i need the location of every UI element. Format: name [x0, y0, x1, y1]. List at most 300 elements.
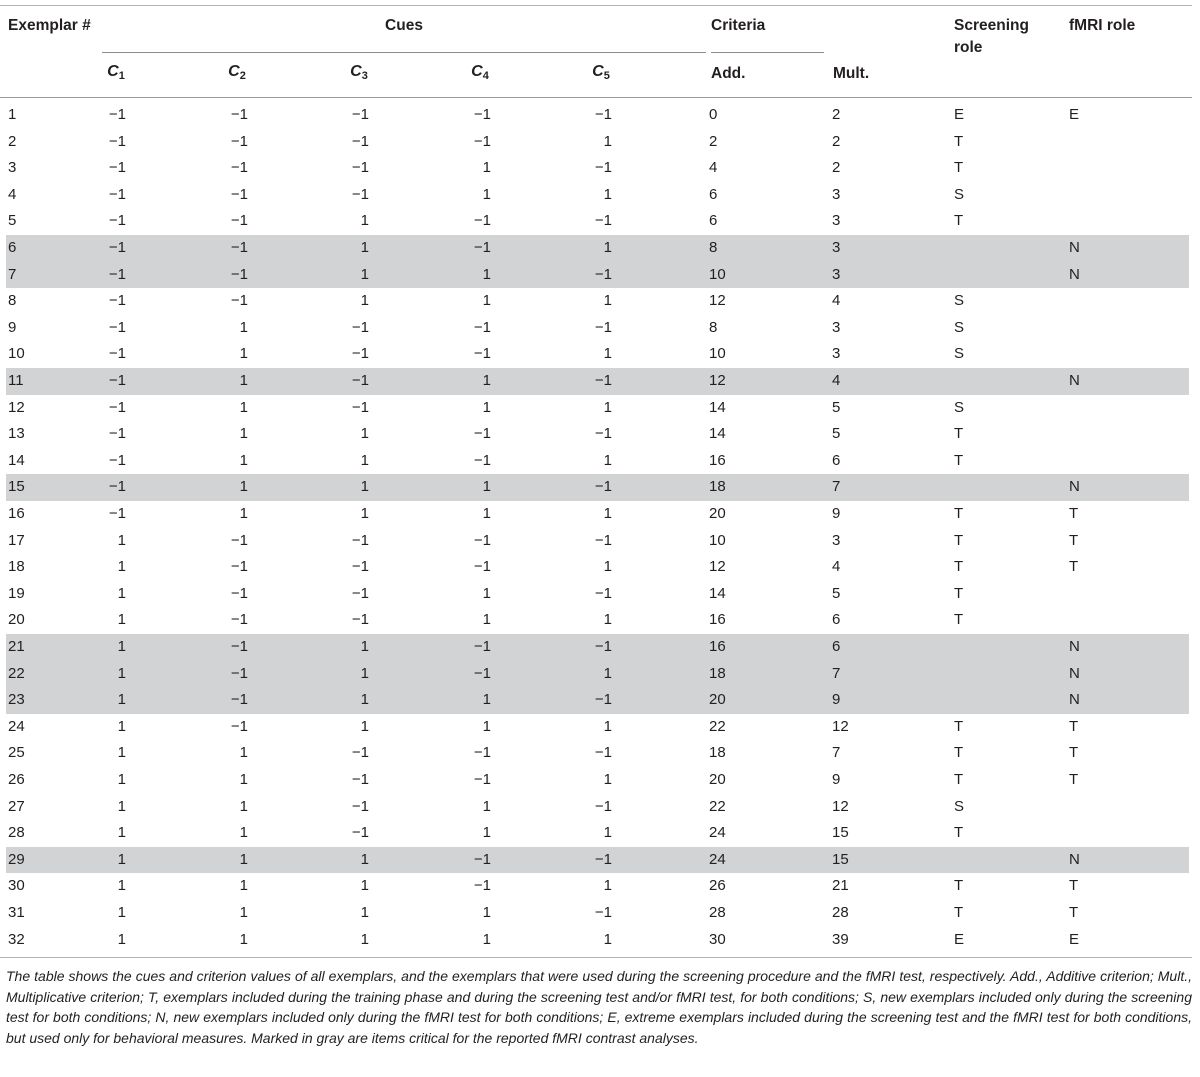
exemplar-number: 14	[8, 451, 25, 469]
header-criteria: Criteria	[711, 17, 766, 34]
cue-2-value: −1	[230, 185, 248, 203]
cue-3-value: 1	[360, 904, 369, 921]
cue-1-value: −1	[108, 505, 126, 522]
screening-role: T	[954, 159, 964, 177]
fmri-role: N	[1069, 478, 1080, 496]
cue-1-value: 1	[117, 797, 126, 815]
cue-5-value: −1	[594, 797, 612, 815]
screening-role: T	[954, 904, 964, 921]
cue-5-value: 1	[603, 611, 612, 629]
exemplar-number: 8	[8, 292, 17, 310]
screening-role: T	[954, 425, 964, 443]
cue-4-value: −1	[473, 531, 491, 549]
cue-4-value: −1	[473, 345, 491, 363]
screening-role: T	[954, 584, 964, 602]
header-screening-role	[954, 15, 1029, 59]
exemplar-number: 27	[8, 797, 25, 815]
header-mult: Mult.	[833, 65, 870, 82]
cue-4-value: 1	[482, 691, 491, 709]
additive-criterion: 26	[709, 877, 726, 895]
cue-1-value: −1	[108, 185, 126, 203]
cue-3-value: −1	[351, 372, 369, 389]
cue-1-value: 1	[117, 717, 126, 735]
additive-criterion: 16	[709, 611, 726, 629]
cue-1-value: 1	[117, 824, 126, 842]
additive-criterion: 14	[709, 584, 726, 602]
cue-3-value: 1	[360, 850, 369, 868]
exemplar-number: 30	[8, 877, 25, 895]
cue-2-value: 1	[239, 425, 248, 443]
cue-5-value: 1	[603, 398, 612, 416]
screening-role: S	[954, 398, 965, 416]
multiplicative-criterion: 4	[832, 372, 841, 389]
table-row	[6, 767, 1189, 794]
cue-1-value: 1	[117, 531, 126, 549]
cue-3-value: −1	[351, 185, 369, 203]
header-cues: Cues	[385, 17, 423, 34]
cue-5-value: 1	[603, 717, 612, 735]
cue-4-value: 1	[482, 930, 491, 948]
cue-2-value: 1	[239, 478, 248, 496]
cue-index: 4	[482, 70, 489, 82]
additive-criterion: 0	[709, 106, 718, 123]
multiplicative-criterion: 3	[832, 531, 841, 549]
cue-2-value: −1	[230, 531, 248, 549]
screening-role: T	[954, 451, 964, 469]
cue-2-value: −1	[230, 132, 248, 150]
screening-role: T	[954, 611, 964, 629]
cue-2-value: 1	[239, 850, 248, 868]
cue-index: 5	[603, 70, 610, 82]
cue-3-value: 1	[360, 292, 369, 310]
exemplar-number: 26	[8, 771, 25, 788]
table-row	[6, 740, 1189, 767]
table-row	[6, 341, 1189, 368]
cue-4-value: −1	[473, 318, 491, 336]
cue-4-value: 1	[482, 185, 491, 203]
cue-3-value: 1	[360, 664, 369, 682]
fmri-role: N	[1069, 691, 1080, 709]
cue-5-value: −1	[594, 904, 612, 921]
fmri-role: T	[1069, 744, 1079, 762]
additive-criterion: 2	[709, 132, 718, 150]
table-row-critical	[6, 474, 1189, 501]
screening-role: S	[954, 292, 965, 310]
screening-role: T	[954, 558, 964, 576]
cue-4-value: 1	[482, 797, 491, 815]
table-row	[6, 873, 1189, 900]
exemplar-number: 9	[8, 318, 17, 336]
multiplicative-criterion: 12	[832, 797, 849, 815]
additive-criterion: 28	[709, 904, 726, 921]
fmri-role: N	[1069, 265, 1080, 283]
cue-5-value: 1	[603, 132, 612, 150]
cue-letter: C	[228, 63, 240, 80]
cue-2-value: −1	[230, 664, 248, 682]
multiplicative-criterion: 6	[832, 451, 841, 469]
screening-role: T	[954, 212, 964, 230]
cue-5-value: −1	[594, 691, 612, 709]
cue-3-value: −1	[351, 318, 369, 336]
cue-3-value: 1	[360, 239, 369, 256]
cue-4-value: 1	[482, 372, 491, 389]
screening-role: T	[954, 132, 964, 150]
exemplar-number: 2	[8, 132, 17, 150]
multiplicative-criterion: 12	[832, 717, 849, 735]
cue-5-value: 1	[603, 185, 612, 203]
multiplicative-criterion: 28	[832, 904, 849, 921]
table-row	[6, 395, 1189, 422]
additive-criterion: 10	[709, 265, 726, 283]
cue-2-value: −1	[230, 717, 248, 735]
additive-criterion: 22	[709, 797, 726, 815]
exemplar-number: 24	[8, 717, 25, 735]
table-row-critical	[6, 634, 1189, 661]
cues-spanner-rule	[102, 52, 706, 53]
cue-5-value: −1	[594, 744, 612, 762]
additive-criterion: 4	[709, 159, 718, 177]
exemplar-number: 23	[8, 691, 25, 709]
exemplar-number: 16	[8, 505, 25, 522]
screening-role: T	[954, 771, 964, 788]
table-row	[6, 820, 1189, 847]
table-row-critical	[6, 661, 1189, 688]
additive-criterion: 30	[709, 930, 726, 948]
cue-3-value: −1	[351, 744, 369, 762]
table-row	[6, 421, 1189, 448]
exemplar-number: 13	[8, 425, 25, 443]
cue-1-value: −1	[108, 318, 126, 336]
cue-4-value: 1	[482, 159, 491, 177]
cue-3-value: −1	[351, 558, 369, 576]
cue-2-value: 1	[239, 771, 248, 788]
cue-index: 3	[361, 70, 368, 82]
cue-letter: C	[350, 63, 362, 80]
header-add: Add.	[711, 65, 746, 82]
cue-1-value: 1	[117, 877, 126, 895]
table-row-critical	[6, 262, 1189, 289]
exemplar-number: 3	[8, 159, 17, 177]
additive-criterion: 24	[709, 850, 726, 868]
cue-2-value: 1	[239, 930, 248, 948]
exemplar-number: 1	[8, 106, 17, 123]
table-row	[6, 208, 1189, 235]
cue-5-value: −1	[594, 318, 612, 336]
cue-4-value: 1	[482, 717, 491, 735]
cue-5-value: 1	[603, 239, 612, 256]
fmri-role: N	[1069, 664, 1080, 682]
additive-criterion: 24	[709, 824, 726, 842]
multiplicative-criterion: 3	[832, 345, 841, 363]
cue-1-value: 1	[117, 850, 126, 868]
additive-criterion: 10	[709, 345, 726, 363]
cue-4-value: −1	[473, 877, 491, 895]
exemplar-number: 17	[8, 531, 25, 549]
cue-5-value: −1	[594, 159, 612, 177]
exemplar-number: 28	[8, 824, 25, 842]
multiplicative-criterion: 3	[832, 318, 841, 336]
table-top-rule	[0, 5, 1192, 6]
cue-3-value: −1	[351, 345, 369, 363]
cue-3-value: −1	[351, 398, 369, 416]
cue-3-value: 1	[360, 930, 369, 948]
table-row	[6, 900, 1189, 927]
table-row-critical	[6, 687, 1189, 714]
cue-4-value: 1	[482, 611, 491, 629]
cue-5-value: −1	[594, 584, 612, 602]
fmri-role: T	[1069, 531, 1079, 549]
cue-3-value: 1	[360, 425, 369, 443]
screening-role: T	[954, 717, 964, 735]
multiplicative-criterion: 3	[832, 239, 841, 256]
multiplicative-criterion: 3	[832, 265, 841, 283]
exemplar-number: 12	[8, 398, 25, 416]
multiplicative-criterion: 15	[832, 850, 849, 868]
cue-3-value: −1	[351, 132, 369, 150]
cue-5-value: 1	[603, 824, 612, 842]
cue-4-value: −1	[473, 558, 491, 576]
cue-5-value: 1	[603, 930, 612, 948]
cue-1-value: −1	[108, 159, 126, 177]
cue-5-value: −1	[594, 372, 612, 389]
screening-role: T	[954, 531, 964, 549]
exemplar-number: 29	[8, 850, 25, 868]
cue-5-value: 1	[603, 505, 612, 522]
table-row	[6, 155, 1189, 182]
cue-3-value: 1	[360, 505, 369, 522]
multiplicative-criterion: 7	[832, 664, 841, 682]
fmri-role: T	[1069, 505, 1079, 522]
table-footnote: The table shows the cues and criterion values of all exemplars, and the exemplars that were used during the screening procedure and the fMRI test, respectively. Add., Additive criterion; Mult., Multiplicative criterion; T, exemplars included during the training phase and during the screening test and/or fMRI test, for both conditions; S, new exemplars included only during the screening test for both conditions; N, new exemplars included only during the fMRI test for both conditions; E, extreme exemplars included during the screening test and the fMRI test for both conditions, but used only for behavioral measures. Marked in gray are items critical for the reported fMRI contrast analyses.	[6, 968, 1192, 1046]
additive-criterion: 22	[709, 717, 726, 735]
table-bottom-rule	[0, 957, 1192, 958]
fmri-role: T	[1069, 717, 1079, 735]
cue-3-value: 1	[360, 451, 369, 469]
additive-criterion: 16	[709, 451, 726, 469]
cue-4-value: −1	[473, 106, 491, 123]
cue-1-value: 1	[117, 930, 126, 948]
cue-5-value: 1	[603, 664, 612, 682]
multiplicative-criterion: 3	[832, 185, 841, 203]
cue-5-value: 1	[603, 771, 612, 788]
header-cue-3	[329, 63, 389, 82]
cue-2-value: 1	[239, 318, 248, 336]
exemplar-number: 20	[8, 611, 25, 629]
exemplar-number: 18	[8, 558, 25, 576]
multiplicative-criterion: 6	[832, 611, 841, 629]
cue-1-value: −1	[108, 372, 126, 389]
additive-criterion: 6	[709, 212, 718, 230]
additive-criterion: 16	[709, 638, 726, 655]
table-row-critical	[6, 368, 1189, 395]
exemplar-number: 31	[8, 904, 25, 921]
cue-1-value: 1	[117, 558, 126, 576]
cue-2-value: 1	[239, 877, 248, 895]
multiplicative-criterion: 2	[832, 159, 841, 177]
cue-4-value: −1	[473, 132, 491, 150]
cue-1-value: −1	[108, 265, 126, 283]
cue-2-value: −1	[230, 584, 248, 602]
additive-criterion: 18	[709, 664, 726, 682]
cue-index: 1	[118, 70, 125, 82]
exemplar-number: 19	[8, 584, 25, 602]
cue-4-value: −1	[473, 212, 491, 230]
fmri-role: E	[1069, 106, 1080, 123]
cue-3-value: −1	[351, 584, 369, 602]
cue-4-value: −1	[473, 239, 491, 256]
cue-1-value: −1	[108, 451, 126, 469]
exemplar-number: 7	[8, 265, 17, 283]
cue-2-value: 1	[239, 451, 248, 469]
header-screening-role-line1: Screening	[954, 17, 1029, 34]
cue-1-value: 1	[117, 771, 126, 788]
multiplicative-criterion: 6	[832, 638, 841, 655]
multiplicative-criterion: 3	[832, 212, 841, 230]
header-cue-2	[207, 63, 267, 82]
cue-2-value: −1	[230, 159, 248, 177]
cue-2-value: −1	[230, 611, 248, 629]
cue-letter: C	[592, 63, 604, 80]
cue-1-value: 1	[117, 664, 126, 682]
header-cue-5	[571, 63, 631, 82]
additive-criterion: 20	[709, 505, 726, 522]
cue-3-value: 1	[360, 691, 369, 709]
cue-4-value: 1	[482, 584, 491, 602]
table-row-critical	[6, 847, 1189, 874]
cue-5-value: −1	[594, 638, 612, 655]
cue-1-value: 1	[117, 611, 126, 629]
cue-1-value: 1	[117, 691, 126, 709]
table-row	[6, 714, 1189, 741]
table-row	[6, 288, 1189, 315]
screening-role: T	[954, 505, 964, 522]
cue-2-value: 1	[239, 372, 248, 389]
exemplar-number: 22	[8, 664, 25, 682]
exemplar-number: 32	[8, 930, 25, 948]
cue-4-value: 1	[482, 292, 491, 310]
cue-5-value: −1	[594, 478, 612, 496]
cue-3-value: −1	[351, 159, 369, 177]
cue-2-value: 1	[239, 824, 248, 842]
cue-1-value: −1	[108, 345, 126, 363]
cue-3-value: 1	[360, 478, 369, 496]
screening-role: S	[954, 345, 965, 363]
cue-4-value: −1	[473, 451, 491, 469]
cue-1-value: 1	[117, 744, 126, 762]
additive-criterion: 14	[709, 398, 726, 416]
screening-role: E	[954, 930, 965, 948]
multiplicative-criterion: 9	[832, 505, 841, 522]
screening-role: T	[954, 877, 964, 895]
cue-5-value: −1	[594, 850, 612, 868]
table-row	[6, 794, 1189, 821]
cue-4-value: 1	[482, 398, 491, 416]
cue-5-value: −1	[594, 106, 612, 123]
table-row	[6, 581, 1189, 608]
cue-3-value: 1	[360, 877, 369, 895]
screening-role: S	[954, 797, 965, 815]
cue-2-value: −1	[230, 638, 248, 655]
fmri-role: T	[1069, 877, 1079, 895]
multiplicative-criterion: 5	[832, 398, 841, 416]
cue-2-value: −1	[230, 239, 248, 256]
cue-5-value: 1	[603, 451, 612, 469]
cue-1-value: −1	[108, 478, 126, 496]
multiplicative-criterion: 4	[832, 292, 841, 310]
multiplicative-criterion: 7	[832, 478, 841, 496]
table-row	[6, 102, 1189, 129]
fmri-role: N	[1069, 372, 1080, 389]
cue-1-value: −1	[108, 132, 126, 150]
cue-4-value: 1	[482, 904, 491, 921]
cue-1-value: −1	[108, 106, 126, 123]
cue-4-value: 1	[482, 505, 491, 522]
cue-5-value: 1	[603, 345, 612, 363]
cue-2-value: 1	[239, 398, 248, 416]
cue-3-value: −1	[351, 824, 369, 842]
cue-4-value: −1	[473, 744, 491, 762]
exemplar-number: 5	[8, 212, 17, 230]
fmri-role: E	[1069, 930, 1080, 948]
cue-4-value: −1	[473, 771, 491, 788]
additive-criterion: 20	[709, 691, 726, 709]
cue-3-value: −1	[351, 106, 369, 123]
screening-role: T	[954, 824, 964, 842]
table-row	[6, 528, 1189, 555]
fmri-role: N	[1069, 638, 1080, 655]
multiplicative-criterion: 2	[832, 132, 841, 150]
multiplicative-criterion: 15	[832, 824, 849, 842]
fmri-role: T	[1069, 558, 1079, 576]
cue-2-value: 1	[239, 505, 248, 522]
cue-2-value: 1	[239, 345, 248, 363]
table-row	[6, 182, 1189, 209]
cue-5-value: −1	[594, 425, 612, 443]
multiplicative-criterion: 9	[832, 691, 841, 709]
cue-2-value: −1	[230, 265, 248, 283]
cue-3-value: −1	[351, 797, 369, 815]
cue-4-value: −1	[473, 850, 491, 868]
exemplar-number: 15	[8, 478, 25, 496]
cue-3-value: 1	[360, 717, 369, 735]
cue-2-value: −1	[230, 558, 248, 576]
cue-3-value: −1	[351, 611, 369, 629]
table-row	[6, 501, 1189, 528]
additive-criterion: 10	[709, 531, 726, 549]
multiplicative-criterion: 9	[832, 771, 841, 788]
additive-criterion: 18	[709, 744, 726, 762]
cue-2-value: 1	[239, 744, 248, 762]
cue-5-value: 1	[603, 292, 612, 310]
additive-criterion: 12	[709, 372, 726, 389]
cue-2-value: −1	[230, 106, 248, 123]
cue-letter: C	[107, 63, 119, 80]
cue-letter: C	[471, 63, 483, 80]
cue-1-value: −1	[108, 398, 126, 416]
header-exemplar: Exemplar #	[8, 17, 91, 34]
exemplar-number: 11	[8, 372, 24, 389]
screening-role: S	[954, 318, 965, 336]
multiplicative-criterion: 5	[832, 425, 841, 443]
additive-criterion: 18	[709, 478, 726, 496]
fmri-role: N	[1069, 239, 1080, 256]
table-row	[6, 129, 1189, 156]
cue-5-value: −1	[594, 212, 612, 230]
cue-5-value: 1	[603, 877, 612, 895]
header-cue-1	[86, 63, 146, 82]
cue-5-value: −1	[594, 531, 612, 549]
criteria-spanner-rule	[711, 52, 824, 53]
